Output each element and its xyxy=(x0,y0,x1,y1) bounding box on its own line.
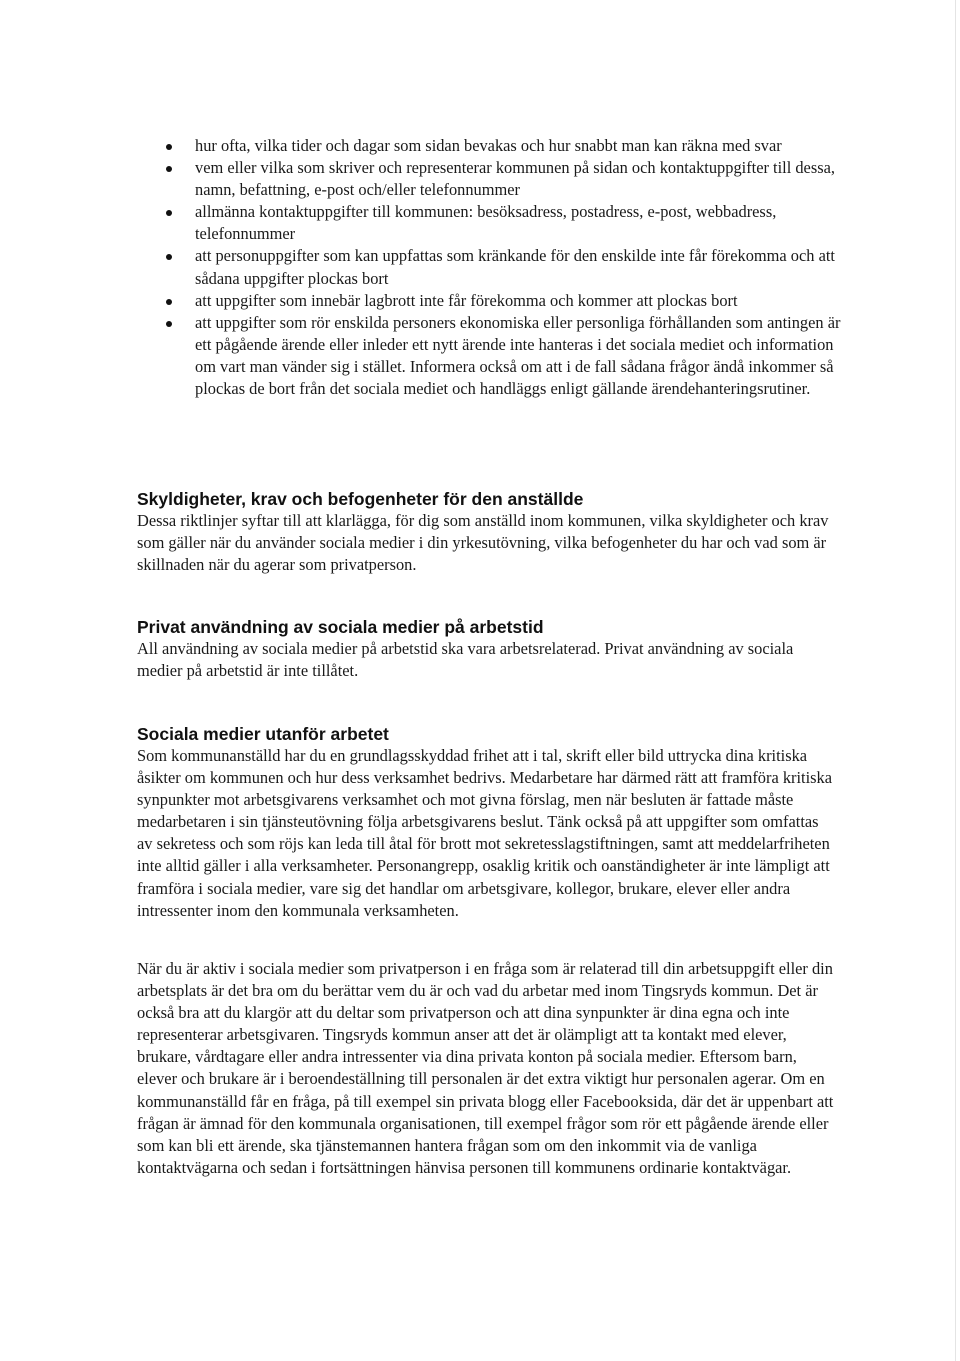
section-heading: Sociala medier utanför arbetet xyxy=(137,724,389,744)
section-body: All användning av sociala medier på arbetstid ska vara arbetsrelaterad. Privat användning av sociala medier på arbetstid är inte tillåtet. xyxy=(137,639,794,681)
bullet-text: vem eller vilka som skriver och representerar kommunen på sidan och kontaktuppgifter till dessa, namn, befattning, e-post och/eller telefonnummer xyxy=(195,158,835,200)
section-outside-work xyxy=(137,723,837,922)
bullet-dot-icon xyxy=(166,299,172,305)
section-private-use-at-work xyxy=(137,616,837,682)
bullet-item xyxy=(166,135,846,157)
scan-edge-line xyxy=(955,0,956,1361)
section-duties xyxy=(137,488,837,576)
bullet-dot-icon xyxy=(166,144,172,150)
section-body: Dessa riktlinjer syftar till att klarlägga, för dig som anställd inom kommunen, vilka skyldigheter och krav som gäller när du använder sociala medier i din yrkesutövning, vilka befogenheter du har och vad som är skillnaden när du agerar som privatperson. xyxy=(137,511,829,575)
bullet-list xyxy=(166,135,846,400)
bullet-item xyxy=(166,290,846,312)
section-heading: Privat användning av sociala medier på arbetstid xyxy=(137,617,544,637)
bullet-item xyxy=(166,157,846,201)
bullet-dot-icon xyxy=(166,210,172,216)
bullet-text: hur ofta, vilka tider och dagar som sidan bevakas och hur snabbt man kan räkna med svar xyxy=(195,136,782,155)
bullet-item xyxy=(166,201,846,245)
section-body: Som kommunanställd har du en grundlagsskyddad frihet att i tal, skrift eller bild uttrycka dina kritiska åsikter om kommunen och hur dess verksamhet bedrivs. Medarbetare har därmed rätt att framföra kritiska synpunkter mot arbetsgivarens verksamhet och mot givna förslag, men när besluten är fattade måste medarbetaren i sin tjänsteutövning följa arbetsgivarens beslut. Tänk också på att uppgifter som omfattas av sekretess och som röjs kan leda till åtal för brott mot sekretesslagstiftningen, samt att meddelarfriheten inte alltid gäller i alla verksamheter. Personangrepp, osaklig kritik och oanständigheter är inte lämpligt att framföra i sociala medier, vare sig det handlar om arbetsgivare, kollegor, brukare, elever eller andra intressenter inom den kommunala verksamheten. xyxy=(137,746,832,920)
bullet-dot-icon xyxy=(166,166,172,172)
bullet-text: allmänna kontaktuppgifter till kommunen: besöksadress, postadress, e-post, webbadress, telefonnummer xyxy=(195,202,777,244)
section-heading: Skyldigheter, krav och befogenheter för den anställde xyxy=(137,489,584,509)
bullet-item xyxy=(166,312,846,400)
bullet-text: att personuppgifter som kan uppfattas som kränkande för den enskilde inte får förekomma och att sådana uppgifter plockas bort xyxy=(195,246,835,288)
bullet-dot-icon xyxy=(166,321,172,327)
section-body-second-paragraph: När du är aktiv i sociala medier som privatperson i en fråga som är relaterad till din arbetsuppgift eller din arbetsplats är det bra om du berättar vem du är och vad du arbetar med inom Tingsryds kommun. Det är också bra att du klargör att du deltar som privatperson och att dina synpunkter är dina egna och inte representerar arbetsgivaren. Tingsryds kommun anser att det är olämpligt att ta kontakt med elever, brukare, vårdtagare eller andra intressenter via dina privata konton på sociala medier. Eftersom barn, elever och brukare är i beroendeställning till personalen är det extra viktigt hur personalen agerar. Om en kommunanställd får en fråga, på till exempel sin privata blogg eller Facebooksida, där det är uppenbart att frågan är ämnad för den kommunala organisationen, till exempel frågor som rör ett pågående ärende eller som kan bli ett ärende, ska tjänstemannen hantera frågan som om den inkommit via de vanliga kontaktvägarna och sedan i fortsättningen hänvisa personen till kommunens ordinarie kontaktvägar. xyxy=(137,959,834,1177)
bullet-item xyxy=(166,245,846,289)
bullet-text: att uppgifter som rör enskilda personers ekonomiska eller personliga förhållanden som antingen är ett pågående ärende eller inleder ett nytt ärende inte hanteras i det sociala mediet och information om vart man vänder sig i stället. Informera också om att i de fall sådana frågor ändå inkommer så plockas de bort från det sociala mediet och handläggs enligt gällande ärendehanteringsrutiner. xyxy=(195,312,841,399)
bullet-dot-icon xyxy=(166,254,172,260)
bullet-text: att uppgifter som innebär lagbrott inte får förekomma och kommer att plockas bort xyxy=(195,290,738,310)
